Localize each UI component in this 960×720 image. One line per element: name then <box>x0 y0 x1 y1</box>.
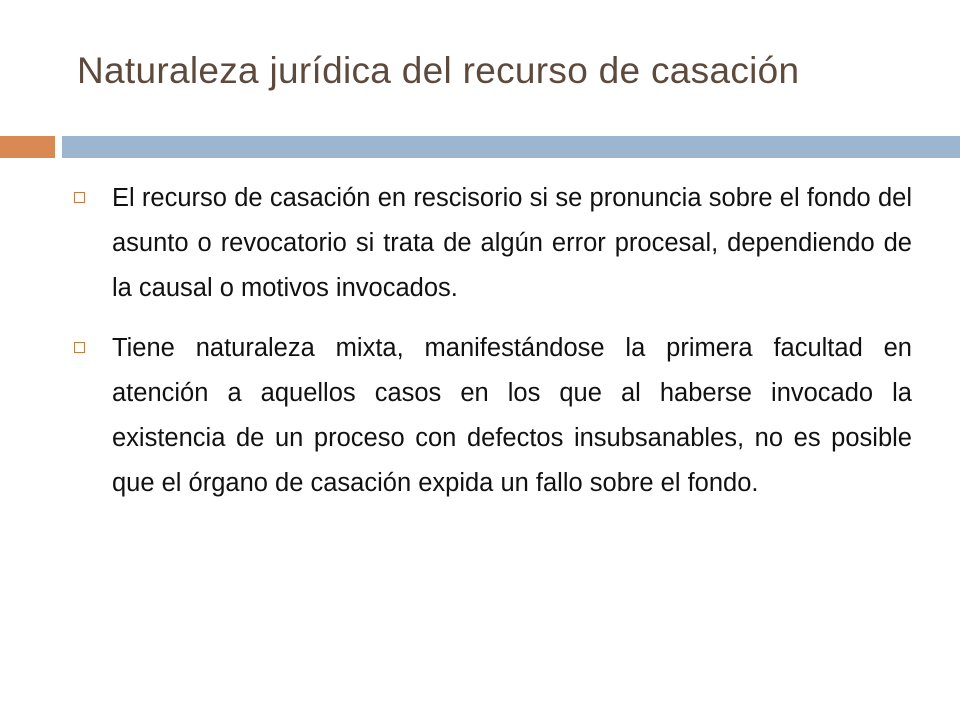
title-divider-bar <box>62 136 960 158</box>
square-bullet-icon <box>74 342 85 353</box>
slide-title: Naturaleza jurídica del recurso de casación <box>77 50 800 91</box>
bullet-text: El recurso de casación en rescisorio si se pronuncia sobre el fondo del asunto o revocatorio si trata de algún error procesal, dependiendo de la causal o motivos invocados. <box>112 184 912 302</box>
square-bullet-icon <box>74 192 85 203</box>
bullet-item <box>72 176 912 311</box>
bullet-item <box>72 326 912 506</box>
bullet-list <box>72 176 912 521</box>
bullet-text: Tiene naturaleza mixta, manifestándose la primera facultad en atención a aquellos casos en los que al haberse invocado la existencia de un proceso con defectos insubsanables, no es posible que el órgano de casación expida un fallo sobre el fondo. <box>112 334 912 497</box>
title-accent-bar <box>0 136 55 158</box>
